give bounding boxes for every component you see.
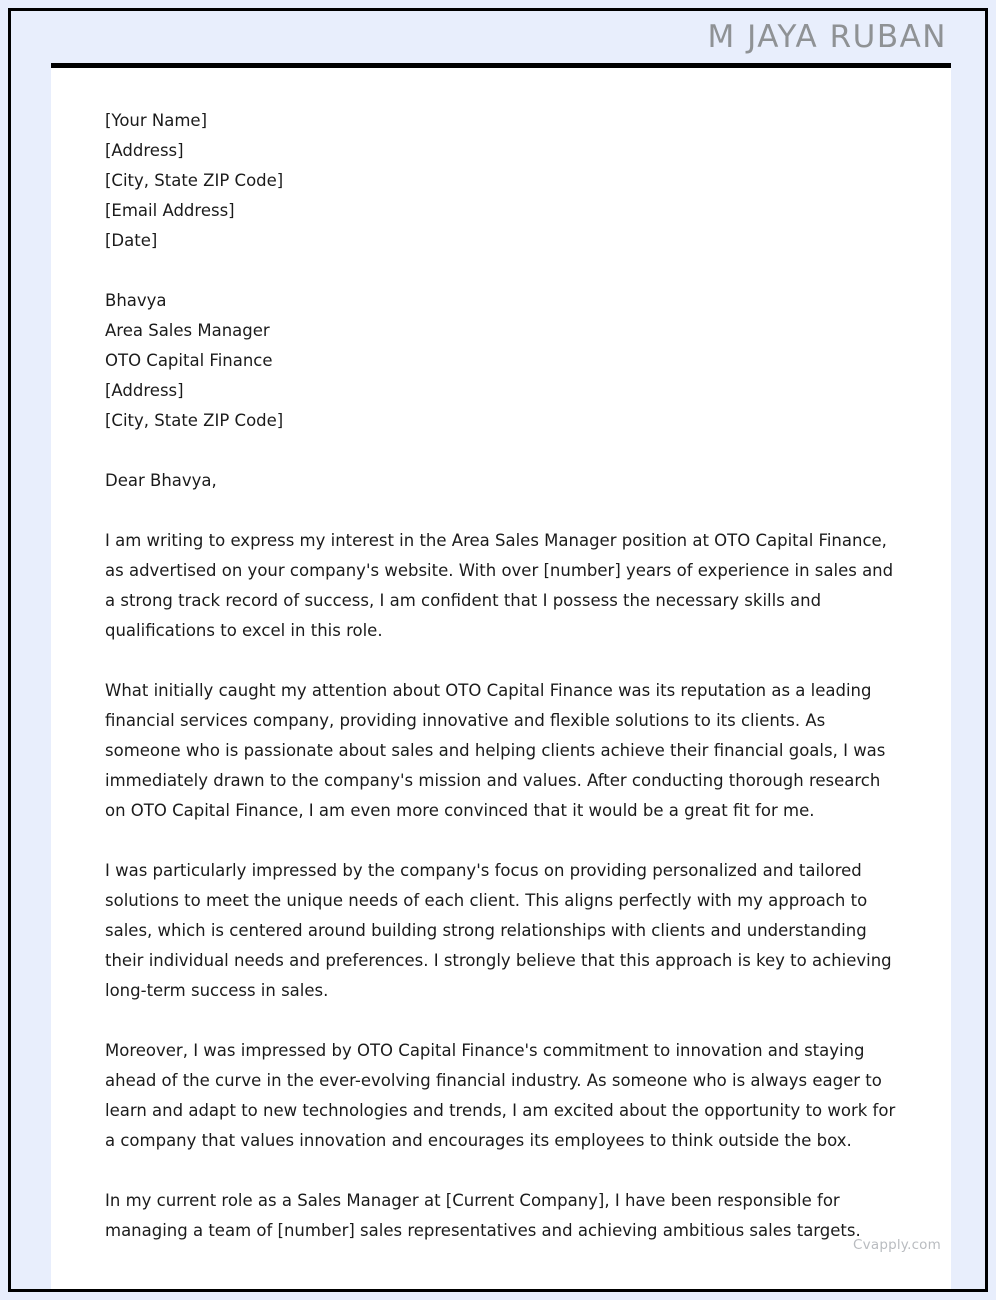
- salutation: Dear Bhavya,: [105, 471, 217, 490]
- recipient-address-block: Bhavya Area Sales Manager OTO Capital Finance [Address] [City, State ZIP Code]: [105, 291, 284, 430]
- letter-paragraph-2: What initially caught my attention about OTO Capital Finance was its reputation as a leading financial services company, providing innovative and flexible solutions to its clients. As someone who is passionate about sales and helping clients achieve their financial goals, I was immediately drawn to the company's mission and values. After conducting thorough research on OTO Capital Finance, I am even more convinced that it would be a great fit for me.: [105, 681, 886, 820]
- letter-paragraph-1: I am writing to express my interest in the Area Sales Manager position at OTO Capital Finance, as advertised on your company's website. With over [number] years of experience in sales and a strong track record of success, I am confident that I possess the necessary skills and qualifications to excel in this role.: [105, 531, 894, 640]
- letter-body: [105, 106, 897, 1246]
- document-header: [11, 11, 985, 63]
- watermark-label: Cvapply.com: [853, 1237, 941, 1253]
- letter-paragraph-5: In my current role as a Sales Manager at [Current Company], I have been responsible for managing a team of [number] sales representatives and achieving ambitious sales targets.: [105, 1191, 861, 1240]
- sender-address-block: [Your Name] [Address] [City, State ZIP Code] [Email Address] [Date]: [105, 111, 284, 250]
- letter-paragraph-3: I was particularly impressed by the company's focus on providing personalized and tailored solutions to meet the unique needs of each client. This aligns perfectly with my approach to sales, which is centered around building strong relationships with clients and understanding their individual needs and preferences. I strongly believe that this approach is key to achieving long-term success in sales.: [105, 861, 892, 1000]
- letter-sheet: [51, 68, 951, 1289]
- header-candidate-name: M JAYA RUBAN: [707, 19, 947, 55]
- document-page-frame: [8, 8, 988, 1292]
- letter-paragraph-4: Moreover, I was impressed by OTO Capital Finance's commitment to innovation and staying ahead of the curve in the ever-evolving financial industry. As someone who is always eager to learn and adapt to new technologies and trends, I am excited about the opportunity to work for a company that values innovation and encourages its employees to think outside the box.: [105, 1041, 896, 1150]
